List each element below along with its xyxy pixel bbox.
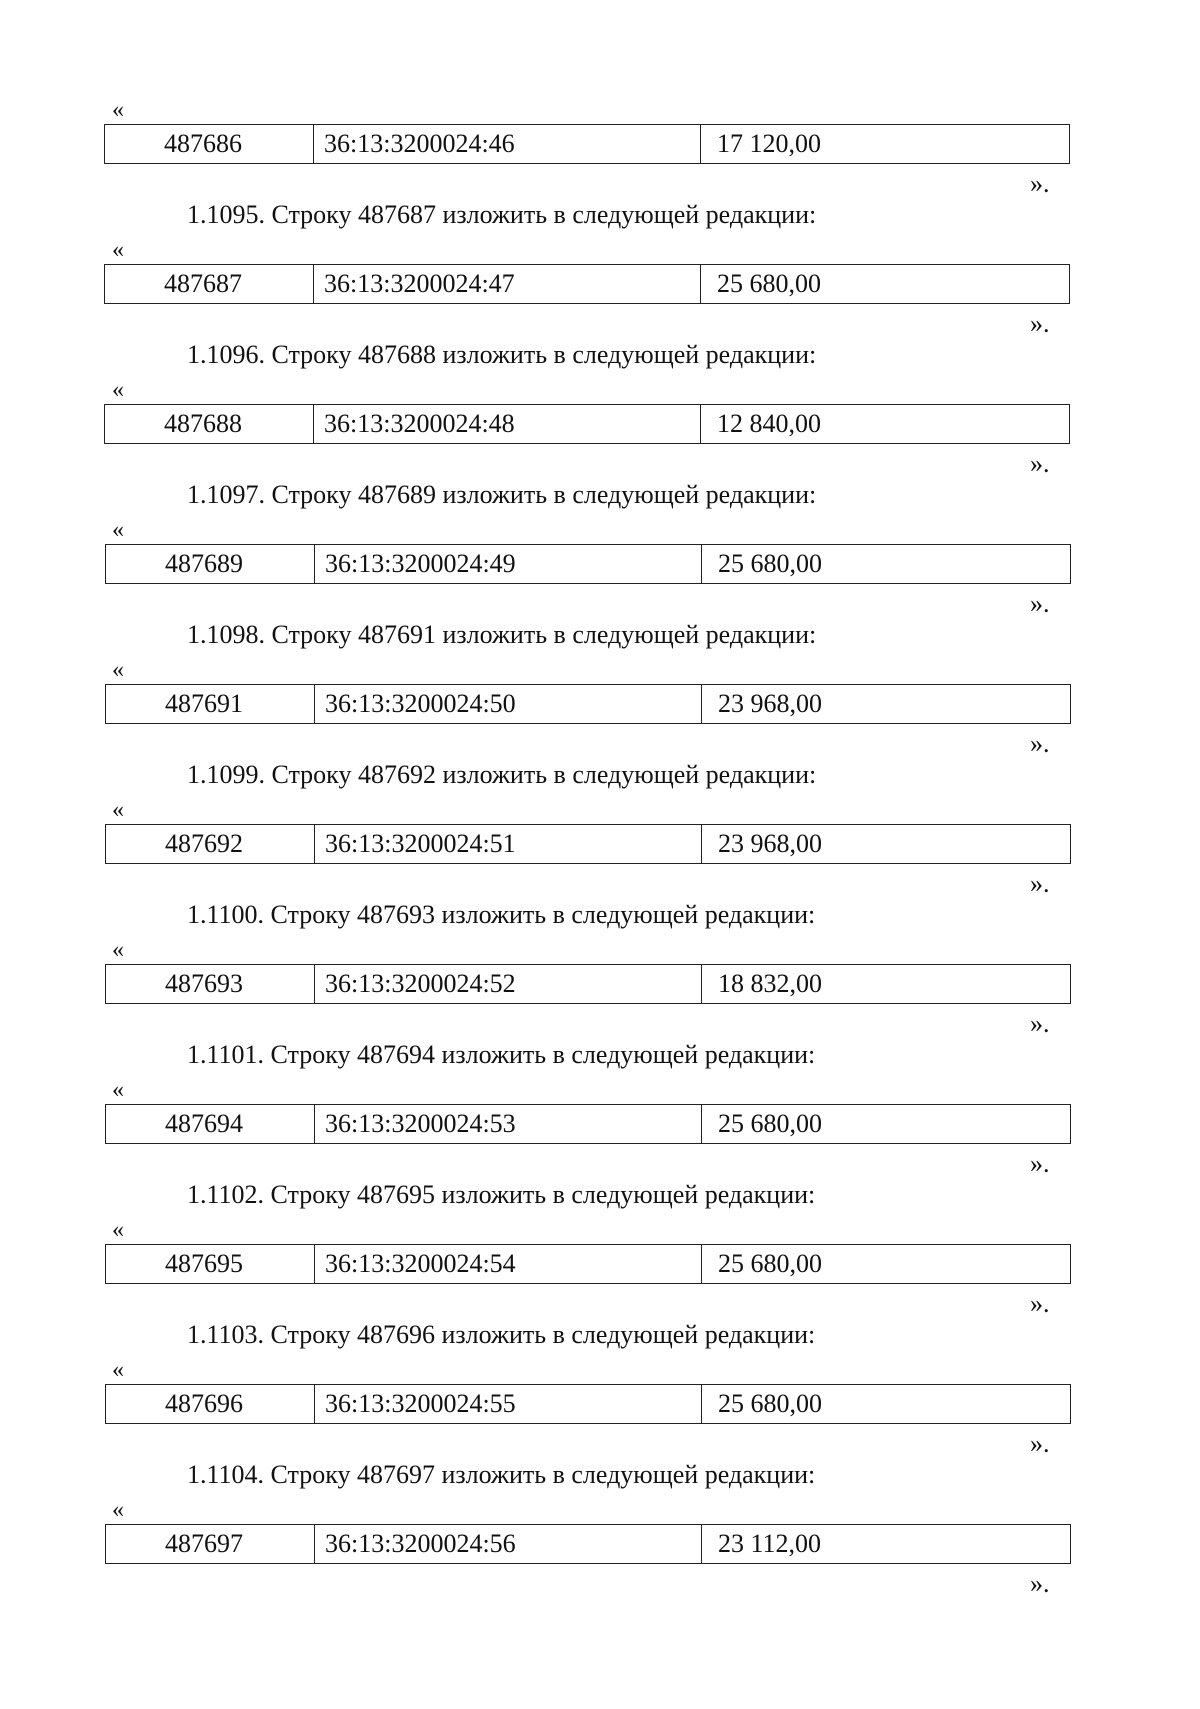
row-number-cell: 487696 — [106, 1385, 315, 1423]
value-cell: 23 968,00 — [718, 829, 822, 858]
value-cell: 25 680,00 — [718, 1389, 822, 1418]
opening-quote: « — [112, 237, 124, 263]
table-row — [104, 264, 1070, 304]
opening-quote: « — [112, 1077, 124, 1103]
row-number-cell: 487691 — [106, 685, 315, 723]
opening-quote: « — [112, 937, 124, 963]
instruction-line: 1.1100. Строку 487693 изложить в следующей редакции: — [187, 900, 816, 929]
row-number-cell: 487689 — [106, 545, 315, 583]
closing-quote: ». — [1030, 449, 1050, 478]
cadastral-number-cell: 36:13:3200024:46 — [314, 125, 701, 163]
instruction-line: 1.1102. Строку 487695 изложить в следующей редакции: — [187, 1180, 816, 1209]
cadastral-number-cell: 36:13:3200024:53 — [315, 1105, 702, 1143]
cadastral-number-cell: 36:13:3200024:54 — [315, 1245, 702, 1283]
table-row — [104, 404, 1070, 444]
opening-quote: « — [112, 97, 124, 123]
instruction-line: 1.1095. Строку 487687 изложить в следующей редакции: — [187, 200, 817, 229]
closing-quote: ». — [1030, 1149, 1050, 1178]
instruction-line: 1.1103. Строку 487696 изложить в следующей редакции: — [187, 1320, 816, 1349]
opening-quote: « — [112, 657, 124, 683]
value-cell: 12 840,00 — [717, 409, 821, 438]
cadastral-number-cell: 36:13:3200024:56 — [315, 1525, 702, 1563]
instruction-line: 1.1104. Строку 487697 изложить в следующей редакции: — [187, 1460, 816, 1489]
opening-quote: « — [112, 797, 124, 823]
closing-quote: ». — [1030, 869, 1050, 898]
value-cell: 25 680,00 — [718, 1249, 822, 1278]
closing-quote: ». — [1030, 1009, 1050, 1038]
table-row — [105, 1104, 1071, 1144]
value-cell: 25 680,00 — [717, 269, 821, 298]
table-row — [105, 544, 1071, 584]
table-row — [105, 1384, 1071, 1424]
closing-quote: ». — [1030, 729, 1050, 758]
instruction-line: 1.1099. Строку 487692 изложить в следующей редакции: — [187, 760, 817, 789]
table-row — [104, 124, 1070, 164]
row-number-cell: 487688 — [105, 405, 314, 443]
value-cell: 25 680,00 — [718, 1109, 822, 1138]
cadastral-number-cell: 36:13:3200024:55 — [315, 1385, 702, 1423]
cadastral-number-cell: 36:13:3200024:48 — [314, 405, 701, 443]
table-row — [105, 684, 1071, 724]
cadastral-number-cell: 36:13:3200024:49 — [315, 545, 702, 583]
row-number-cell: 487694 — [106, 1105, 315, 1143]
row-number-cell: 487687 — [105, 265, 314, 303]
opening-quote: « — [112, 1497, 124, 1523]
row-number-cell: 487697 — [106, 1525, 315, 1563]
row-number-cell: 487686 — [105, 125, 314, 163]
cadastral-number-cell: 36:13:3200024:50 — [315, 685, 702, 723]
value-cell: 17 120,00 — [717, 129, 821, 158]
table-row — [105, 1244, 1071, 1284]
row-number-cell: 487693 — [106, 965, 315, 1003]
cadastral-number-cell: 36:13:3200024:52 — [315, 965, 702, 1003]
row-number-cell: 487692 — [106, 825, 315, 863]
value-cell: 25 680,00 — [718, 549, 822, 578]
instruction-line: 1.1098. Строку 487691 изложить в следующей редакции: — [187, 620, 817, 649]
closing-quote: ». — [1030, 169, 1050, 198]
opening-quote: « — [112, 377, 124, 403]
table-row — [105, 824, 1071, 864]
closing-quote: ». — [1030, 1429, 1050, 1458]
opening-quote: « — [112, 1357, 124, 1383]
value-cell: 23 968,00 — [718, 689, 822, 718]
closing-quote: ». — [1030, 309, 1050, 338]
cadastral-number-cell: 36:13:3200024:51 — [315, 825, 702, 863]
value-cell: 23 112,00 — [718, 1529, 822, 1558]
table-row — [105, 1524, 1071, 1564]
instruction-line: 1.1101. Строку 487694 изложить в следующей редакции: — [187, 1040, 816, 1069]
closing-quote: ». — [1030, 1289, 1050, 1318]
cadastral-number-cell: 36:13:3200024:47 — [314, 265, 701, 303]
opening-quote: « — [112, 517, 124, 543]
instruction-line: 1.1096. Строку 487688 изложить в следующей редакции: — [187, 340, 817, 369]
value-cell: 18 832,00 — [718, 969, 822, 998]
opening-quote: « — [112, 1217, 124, 1243]
closing-quote: ». — [1030, 1569, 1050, 1598]
instruction-line: 1.1097. Строку 487689 изложить в следующей редакции: — [187, 480, 817, 509]
closing-quote: ». — [1030, 589, 1050, 618]
table-row — [105, 964, 1071, 1004]
row-number-cell: 487695 — [106, 1245, 315, 1283]
